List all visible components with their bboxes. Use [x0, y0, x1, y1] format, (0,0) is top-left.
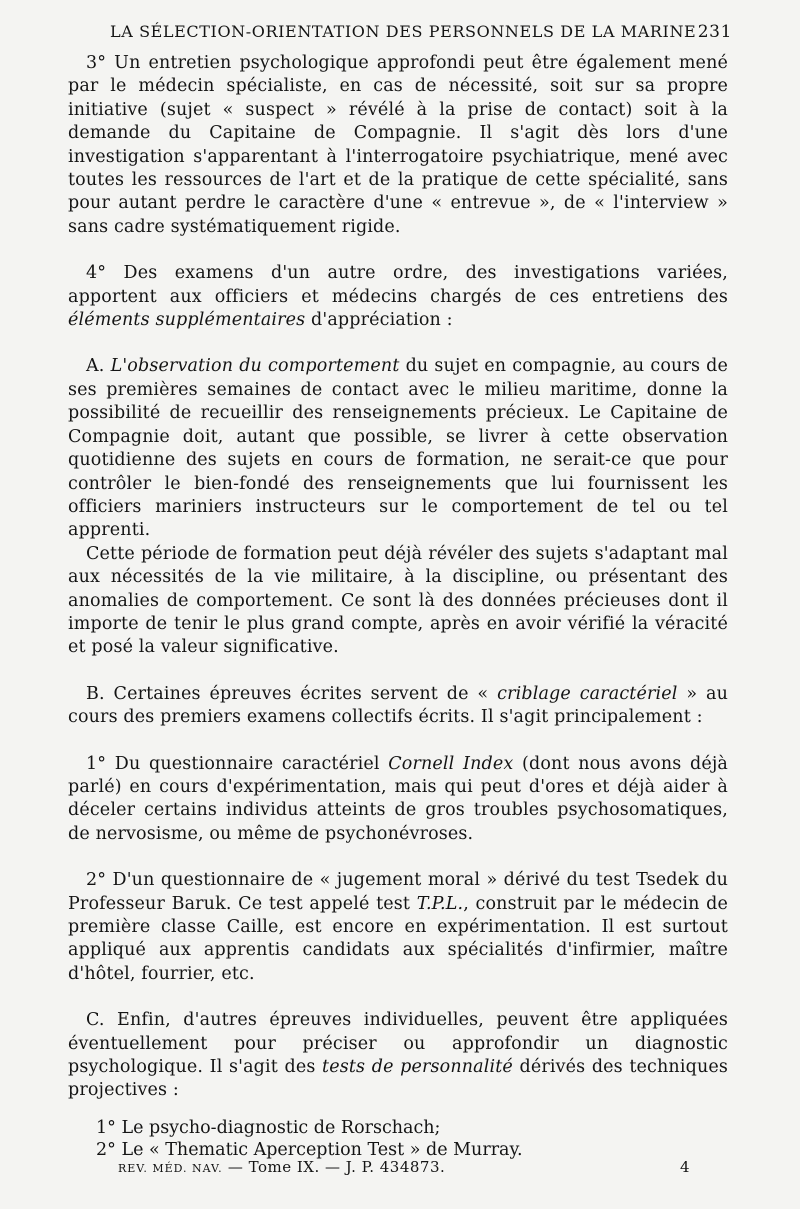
paragraph-a [68, 355, 728, 542]
paragraph-b1-start: 1° Du questionnaire caractériel [86, 753, 380, 774]
page-footer [118, 1158, 690, 1176]
paragraph-b-emphasis: criblage caractériel [497, 683, 678, 704]
paragraph-a-emphasis: L'observation du comportement [110, 356, 400, 377]
paragraph-a-text: du sujet en compagnie, au cours de ses premières semaines de contact avec le milieu maritime, donne la possibilité de recueillir des renseignements précieux. Le Capitaine de Compagnie doit, autant que possible, se livrer à cette observation quotidienne des sujets en cours de formation, ne serait-ce que pour contrôler le bien-fondé des renseignements que lui fournissent les officiers mariniers instructeurs sur le comportement de tel ou tel apprenti. [68, 356, 729, 541]
running-title: LA SÉLECTION-ORIENTATION DES PERSONNELS DE LA MARINE [110, 22, 697, 41]
paragraph-4-emphasis: éléments supplémentaires [68, 310, 306, 331]
paragraph-b [68, 683, 728, 730]
paragraph-c [68, 1009, 728, 1103]
paragraph-4-start: 4° Des examens d'un autre ordre, des investigations variées, apportent aux officiers et médecins chargés de ces entretiens des [68, 263, 728, 307]
volume-reference: — Tome IX. — J. P. 434873. [227, 1158, 446, 1176]
paragraph-c-emphasis: tests de personnalité [322, 1057, 513, 1078]
paragraph-3: 3° Un entretien psychologique approfondi peut être également mené par le médecin spécialiste, en cas de nécessité, soit sur sa propre initiative (sujet « suspect » révélé à la prise de contact) soit à la demande du Capitaine de Compagnie. Il s'agit dès lors d'une investigation s'apparentant à l'interrogatoire psychiatrique, mené avec toutes les ressources de l'art et de la pratique de cette spécialité, sans pour autant perdre le caractère d'une « entrevue », de « l'interview » sans cadre systématiquement rigide. [68, 53, 728, 237]
list-item: 1° Le psycho-diagnostic de Rorschach; [96, 1117, 441, 1138]
paragraph-b2-end: , construit par le médecin de première classe Caille, est encore en expérimentation. Il est surtout appliqué aux apprentis candidats aux spécialités d'infirmier, maître d'hôtel, fourrier, etc. [68, 893, 728, 984]
footer-reference [118, 1158, 445, 1176]
paragraph-b2 [68, 869, 728, 986]
page-number: 231 [697, 22, 732, 42]
list-item: 2° Le « Thematic Aperception Test » de Murray. [96, 1139, 523, 1160]
paragraph-4 [68, 262, 728, 332]
paragraph-b1 [68, 753, 728, 847]
paragraph-4-end: d'appréciation : [311, 310, 453, 331]
paragraph-b-end: » au cours des premiers examens collectifs écrits. Il s'agit principalement : [68, 683, 729, 728]
paragraph-a2: Cette période de formation peut déjà révéler des sujets s'adaptant mal aux nécessités de la vie militaire, à la discipline, ou présentant des anomalies de comportement. Ce sont là des données précieuses dont il importe de tenir le plus grand compte, après en avoir vérifié la véracité et posé la valeur significative. [68, 543, 728, 658]
paragraph-b2-start: 2° D'un questionnaire de « jugement moral » dérivé du test Tsedek du Professeur Baruk. Ce test appelé test [68, 870, 728, 914]
paragraph-c-start: C. Enfin, d'autres épreuves individuelles, peuvent être appliquées éventuellement pour préciser ou approfondir un diagnostic psychologique. Il s'agit des [68, 1010, 728, 1078]
paragraph-b2-emphasis: T.P.L. [416, 893, 464, 914]
signature-mark: 4 [679, 1158, 690, 1176]
paragraph-a-label: A. [86, 356, 105, 377]
paragraph-b1-end: (dont nous avons déjà parlé) en cours d'expérimentation, mais qui peut d'ores et déjà aider à déceler certains individus atteints de gros troubles psychosomatiques, de nervosisme, ou même de psychonévroses. [68, 753, 728, 844]
running-head [110, 22, 732, 52]
paragraph-b-start: B. Certaines épreuves écrites servent de « [86, 683, 489, 704]
paragraph-b1-emphasis: Cornell Index [388, 753, 514, 774]
journal-abbreviation: REV. MÉD. NAV. [118, 1162, 223, 1175]
paragraph-c-end: dérivés des techniques projectives : [68, 1057, 728, 1101]
